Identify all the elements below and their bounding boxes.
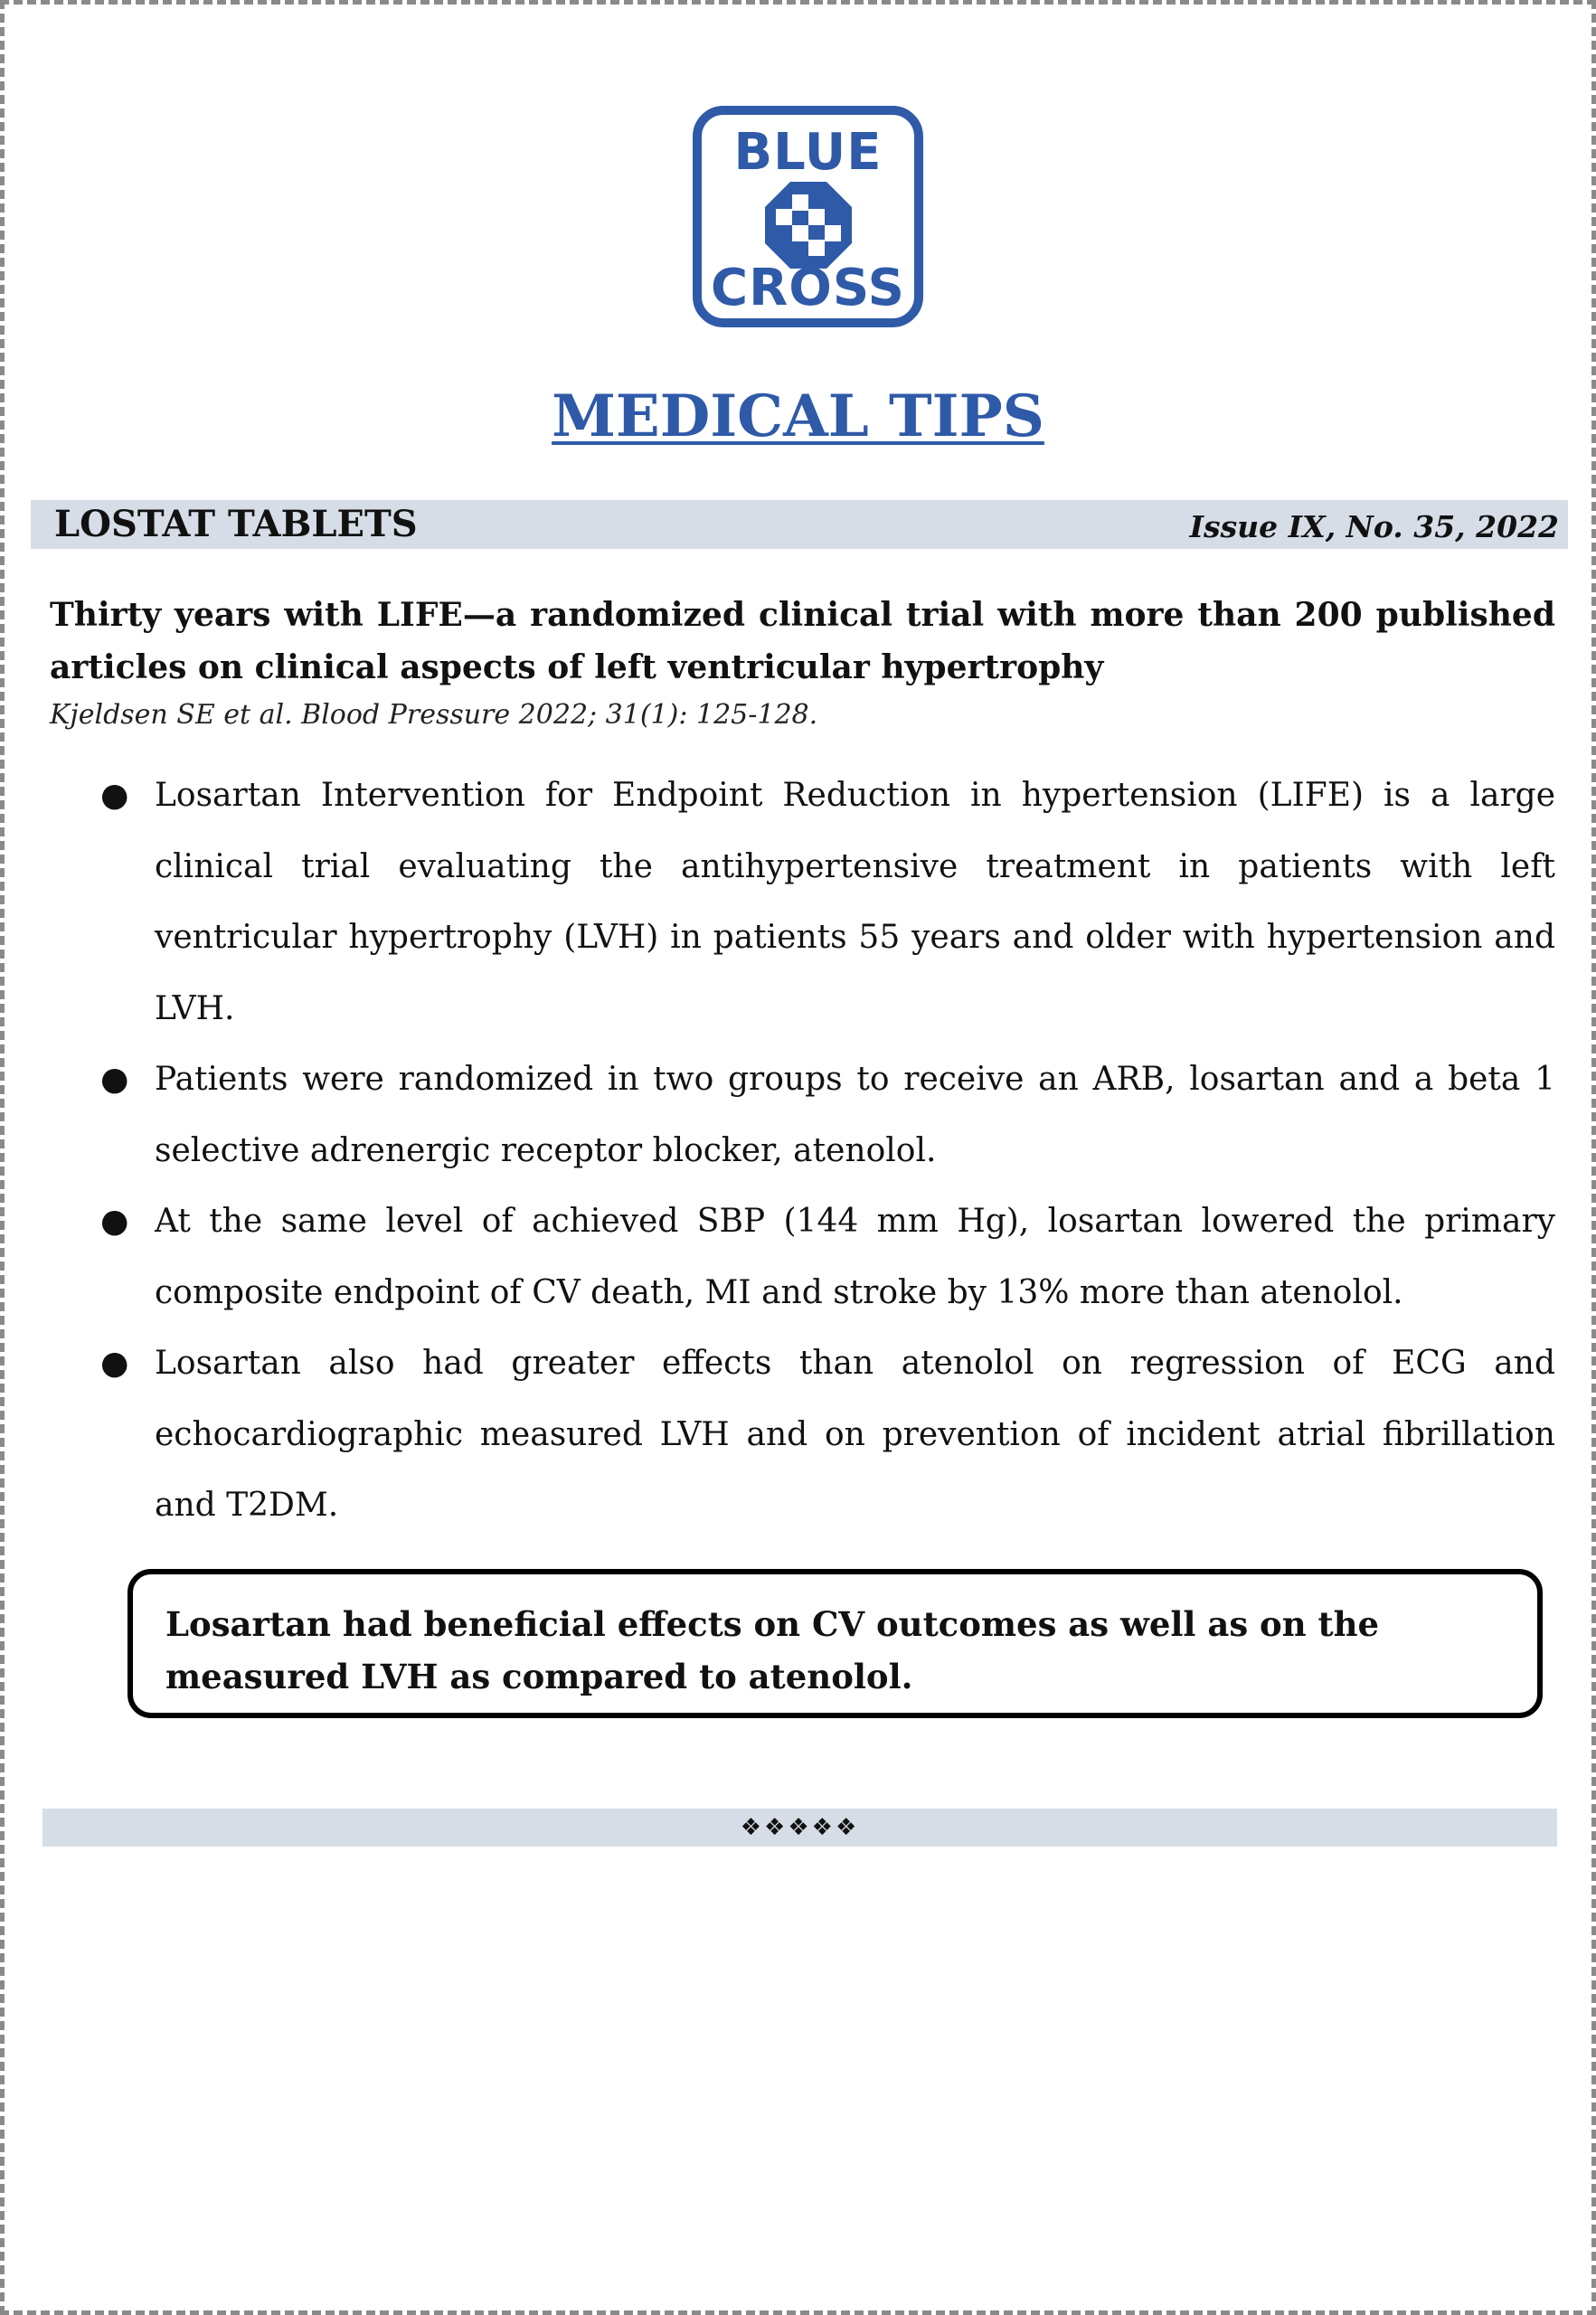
product-header-bar xyxy=(31,500,1568,549)
key-point-text: Losartan also had greater effects than atenolol on regression of ECG and echocardiographic measured LVH and on prevention of incident atrial fibrillation and T2DM. xyxy=(155,1345,1555,1524)
key-point-item xyxy=(100,761,1555,1044)
bullet-icon: ● xyxy=(100,1203,129,1240)
logo-bottom-word: CROSS xyxy=(711,259,905,317)
product-name: LOSTAT TABLETS xyxy=(54,503,418,545)
bullet-icon: ● xyxy=(100,777,129,814)
key-point-text: Losartan Intervention for Endpoint Reduction in hypertension (LIFE) is a large clinical trial evaluating the antihypertensive treatment in patients with left ventricular hypertrophy (LVH) in patients 55 years and older with hypertension and LVH. xyxy=(155,777,1555,1027)
footer-divider xyxy=(42,1809,1557,1847)
key-point-item xyxy=(100,1328,1555,1542)
summary-text: Losartan had beneficial effects on CV outcomes as well as on the measured LVH as compared to atenolol. xyxy=(165,1604,1380,1696)
page-title: MEDICAL TIPS xyxy=(552,383,1044,450)
key-points-list xyxy=(100,761,1555,1542)
article-citation: Kjeldsen SE et al. Blood Pressure 2022; 31(1): 125-128. xyxy=(50,699,818,731)
diamond-ornament-icon: ❖❖❖❖❖ xyxy=(740,1814,860,1841)
key-point-item xyxy=(100,1186,1555,1328)
logo-top-word: BLUE xyxy=(733,123,883,182)
bullet-icon: ● xyxy=(100,1345,129,1382)
key-point-text: Patients were randomized in two groups to receive an ARB, losartan and a beta 1 selective adrenergic receptor blocker, atenolol. xyxy=(155,1061,1555,1169)
bullet-icon: ● xyxy=(100,1061,129,1098)
key-point-item xyxy=(100,1044,1555,1186)
key-point-text: At the same level of achieved SBP (144 mm Hg), losartan lowered the primary composite endpoint of CV death, MI and stroke by 13% more than atenolol. xyxy=(155,1203,1555,1311)
checkered-octagon-icon xyxy=(765,182,852,269)
article-title: Thirty years with LIFE—a randomized clinical trial with more than 200 published articles on clinical aspects of left ventricular hypertrophy xyxy=(50,596,1555,686)
issue-label: Issue IX, No. 35, 2022 xyxy=(1189,509,1559,544)
summary-box xyxy=(127,1569,1543,1718)
blue-cross-logo xyxy=(693,106,923,327)
